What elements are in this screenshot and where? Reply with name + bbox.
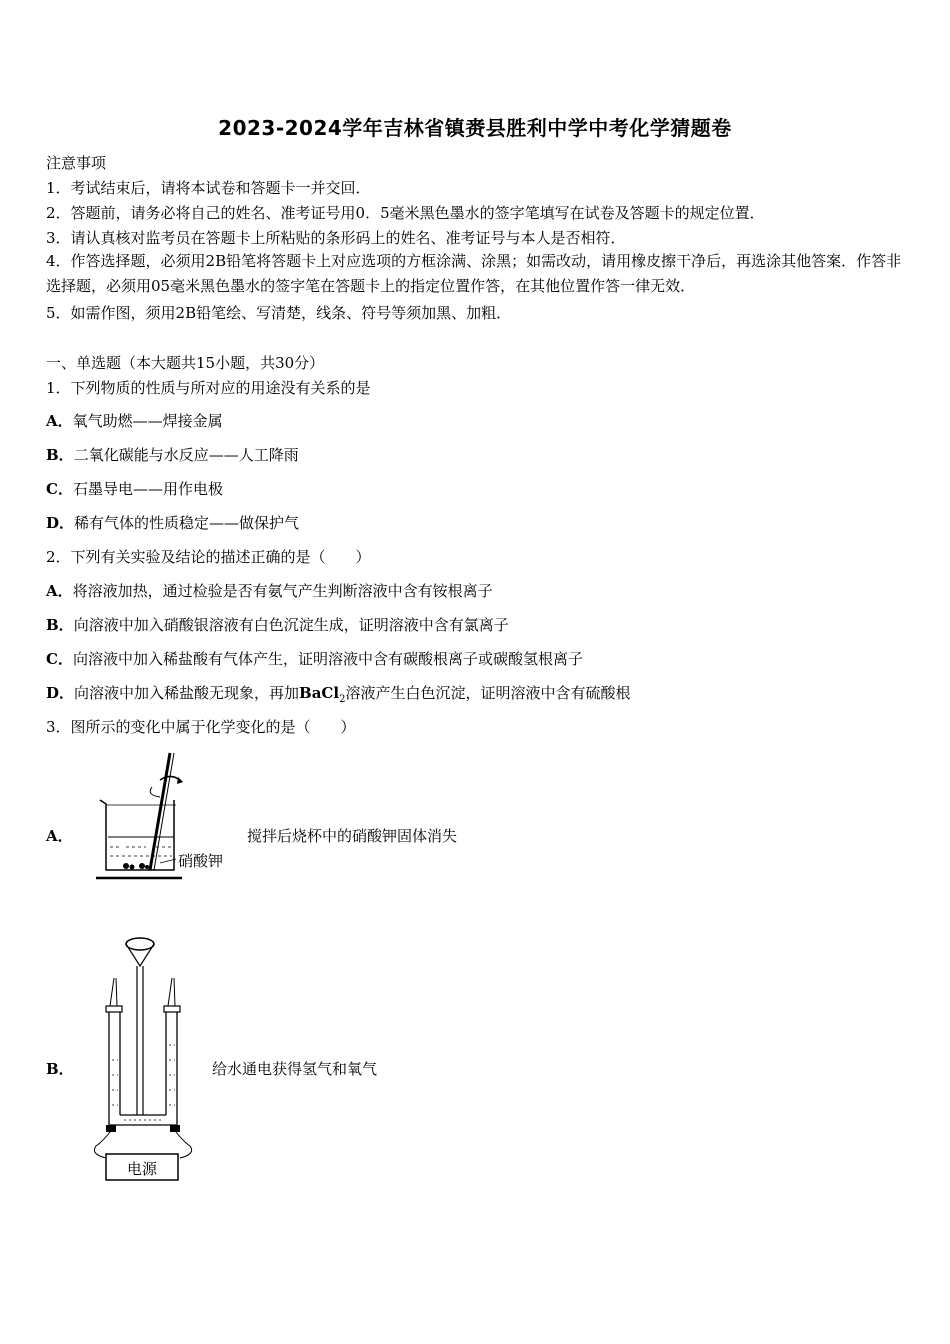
section-heading: 一、单选题（本大题共15小题，共30分） (46, 354, 325, 372)
question-3-stem: 3．图所示的变化中属于化学变化的是（ ） (46, 718, 356, 736)
chemical-formula: BaCl (299, 684, 340, 702)
electrolysis-apparatus-figure (80, 930, 210, 1188)
q2-option-c (46, 648, 583, 669)
potassium-nitrate-label: 硝酸钾 (178, 852, 224, 870)
q2-option-a (46, 580, 493, 601)
formula-subscript: 2 (339, 694, 346, 705)
option-text: 石墨导电——用作电极 (72, 480, 223, 498)
q3-option-a-letter: A． (46, 827, 73, 845)
notice-heading: 注意事项 (46, 154, 107, 172)
question-2-stem: 2．下列有关实验及结论的描述正确的是（ ） (46, 548, 371, 566)
option-text: 氧气助燃——焊接金属 (72, 412, 223, 430)
option-letter: A． (46, 412, 73, 430)
power-supply-label: 电源 (126, 1160, 157, 1178)
question-1-stem: 1．下列物质的性质与所对应的用途没有关系的是 (46, 379, 371, 397)
q1-option-c (46, 478, 223, 499)
q1-option-d (46, 512, 299, 533)
option-letter: C． (46, 480, 73, 498)
option-text: 向溶液中加入稀盐酸有气体产生，证明溶液中含有碳酸根离子或碳酸氢根离子 (72, 650, 583, 668)
q3-option-a-text: 搅拌后烧杯中的硝酸钾固体消失 (247, 827, 458, 845)
option-letter: B． (46, 446, 74, 464)
q2-option-b (46, 614, 509, 635)
option-letter: D． (46, 514, 75, 532)
option-text: 将溶液加热，通过检验是否有氨气产生判断溶液中含有铵根离子 (72, 582, 493, 600)
option-text: 稀有气体的性质稳定——做保护气 (74, 514, 300, 532)
q1-option-b (46, 444, 299, 465)
notice-item-3: 3．请认真核对监考员在答题卡上所粘贴的条形码上的姓名、准考证号与本人是否相符． (46, 229, 626, 247)
notice-item-4: 4．作答选择题，必须用2B铅笔将答题卡上对应选项的方框涂满、涂黑；如需改动，请用橡皮擦干净后，再选涂其他答案．作答非选择题，必须用05毫米黑色墨水的签字笔在答题卡上的指定位置作答，在其他位置作答一律无效． (46, 252, 902, 295)
option-letter: B． (46, 616, 74, 634)
option-text-post: 溶液产生白色沉淀，证明溶液中含有硫酸根 (345, 684, 631, 702)
notice-item-5: 5．如需作图，须用2B铅笔绘、写清楚，线条、符号等须加黑、加粗． (46, 304, 512, 322)
option-letter: C． (46, 650, 73, 668)
option-letter: A． (46, 582, 73, 600)
option-text: 向溶液中加入硝酸银溶液有白色沉淀生成，证明溶液中含有氯离子 (73, 616, 509, 634)
notice-item-2: 2．答题前，请务必将自己的姓名、准考证号用0．5毫米黑色墨水的签字笔填写在试卷及答题卡的规定位置． (46, 204, 765, 222)
q3-option-b-text: 给水通电获得氢气和氧气 (212, 1060, 378, 1078)
page-title: 2023-2024学年吉林省镇赉县胜利中学中考化学猜题卷 (218, 116, 732, 140)
notice-item-1: 1．考试结束后，请将本试卷和答题卡一并交回． (46, 179, 371, 197)
option-letter: D． (46, 684, 75, 702)
option-text: 二氧化碳能与水反应——人工降雨 (73, 446, 299, 464)
q3-option-b-letter: B． (46, 1060, 74, 1078)
q2-option-d (46, 682, 630, 705)
q1-option-a (46, 410, 223, 431)
option-text-pre: 向溶液中加入稀盐酸无现象，再加 (74, 684, 300, 702)
